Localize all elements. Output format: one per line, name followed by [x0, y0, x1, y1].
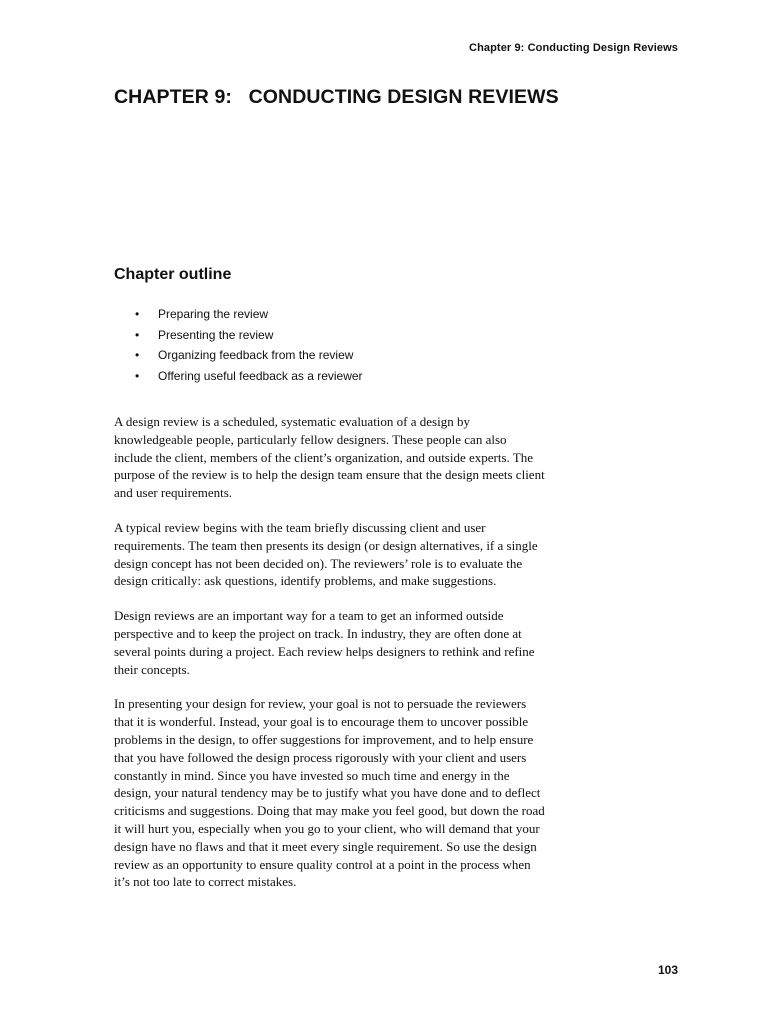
outline-item-label: Offering useful feedback as a reviewer	[158, 369, 363, 384]
outline-item-label: Preparing the review	[158, 307, 269, 321]
chapter-title: CHAPTER 9: CONDUCTING DESIGN REVIEWS	[114, 86, 559, 108]
body-paragraph: In presenting your design for review, your goal is not to persuade the reviewers that it is wonderful. Instead, your goal is to encourage them to uncover possible problems in the design, to offer suggestions for improvement, and to help ensure that you have followed the design process rigorously with your client and users constantly in mind. Since you have invested so much time and energy in the design, your natural tendency may be to justify what you have done and to deflect criticisms and suggestions. Doing that may make you feel good, but down the road it will hurt you, especially when you go to your client, who will demand that your design have no flaws and that it meet every single requirement. So use the design review as an opportunity to ensure quality control at a point in the process when it’s not too late to correct mistakes.	[114, 696, 545, 890]
body-paragraph: A design review is a scheduled, systematic evaluation of a design by knowledgeable people, particularly fellow designers. These people can also include the client, members of the client’s organization, and outside experts. The purpose of the review is to help the design team ensure that the design meets client and user requirements.	[114, 414, 545, 501]
chapter-outline-list	[114, 307, 363, 390]
body-paragraph: Design reviews are an important way for a team to get an informed outside perspective and to keep the project on track. In industry, they are often done at several points during a project. Each review helps designers to rethink and refine their concepts.	[114, 608, 535, 677]
outline-item-label: Presenting the review	[158, 327, 274, 342]
bullet-icon: •	[135, 327, 140, 342]
page-number: 103	[657, 963, 678, 977]
outline-item-label: Organizing feedback from the review	[158, 348, 354, 363]
body-text	[114, 413, 546, 908]
bullet-icon: •	[135, 348, 140, 363]
bullet-icon: •	[135, 307, 140, 321]
body-paragraph: A typical review begins with the team briefly discussing client and user requirements. The team then presents its design (or design alternatives, if a single design concept has not been decided on). The reviewers’ role is to evaluate the design critically: ask questions, identify problems, and make suggestions.	[114, 519, 538, 589]
outline-item	[114, 307, 363, 328]
outline-item	[114, 328, 363, 349]
bullet-icon: •	[135, 369, 140, 384]
chapter-outline-heading: Chapter outline	[114, 266, 232, 283]
running-header: Chapter 9: Conducting Design Reviews	[469, 42, 678, 54]
outline-item	[114, 369, 363, 390]
outline-item	[114, 348, 363, 369]
